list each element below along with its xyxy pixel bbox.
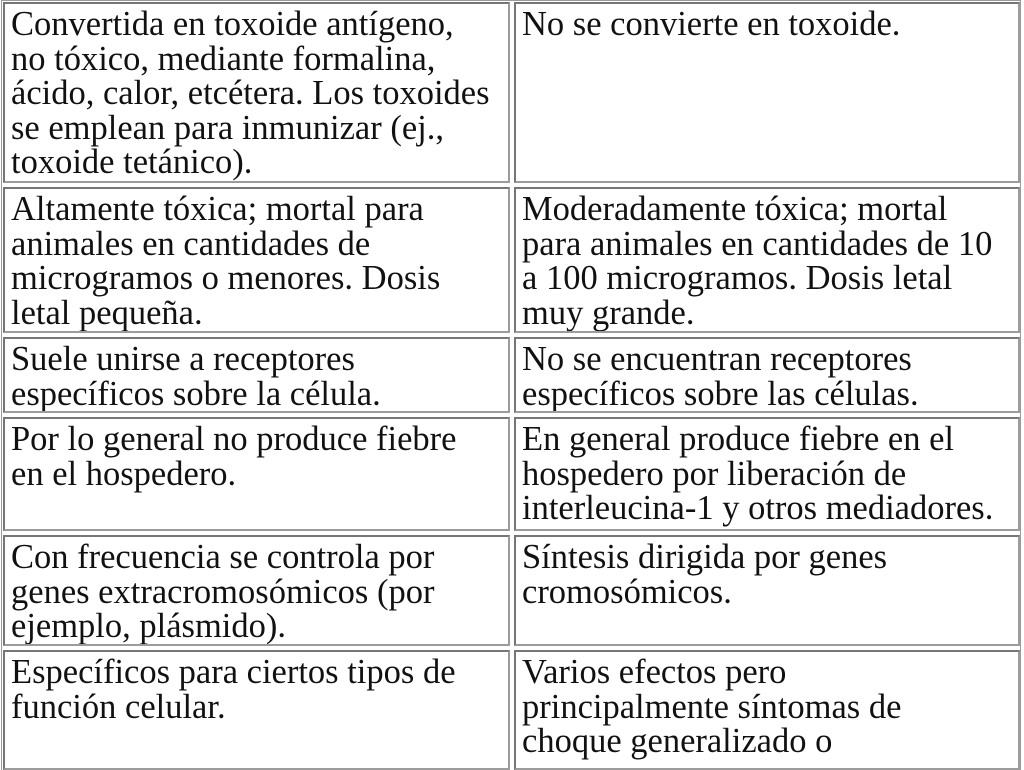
cell-line: cromosómicos. [522, 572, 732, 611]
cell-line: Moderadamente tóxica; mortal [522, 190, 948, 228]
cell-line: en el hospedero. [11, 454, 237, 493]
cell-line: letal pequeña. [11, 293, 203, 332]
cell-line: Con frecuencia se controla por [11, 538, 435, 576]
cell-line: a 100 microgramos. Dosis letal [522, 259, 953, 297]
cell-right-row-2 [514, 187, 1020, 333]
cell-line: Por lo general no produce fiebre [11, 420, 457, 458]
cell-line: función celular. [11, 687, 226, 726]
cell-line: genes extracromosómicos (por [11, 572, 435, 611]
cell-line: toxoide tetánico). [11, 143, 253, 181]
cell-left-row-5 [3, 535, 510, 646]
cell-line: No se convierte en toxoide. [522, 5, 901, 43]
cell-line: se emplean para inmunizar (ej., [11, 108, 444, 147]
cell-line: Suele unirse a receptores [11, 340, 355, 378]
cell-line: específicos sobre las células. [522, 374, 919, 413]
cell-line: ácido, calor, etcétera. Los toxoides [11, 74, 490, 112]
cell-line: ejemplo, plásmido). [11, 607, 286, 645]
cell-line: Convertida en toxoide antígeno, [11, 5, 454, 43]
cell-line: choque generalizado o [522, 722, 833, 760]
cell-line: para animales en cantidades de 10 [522, 224, 993, 263]
cell-line: microgramos o menores. Dosis [11, 259, 441, 297]
cell-right-row-5 [514, 535, 1020, 646]
cell-right-row-3 [514, 337, 1020, 413]
comparison-table [1, 0, 1021, 770]
cell-line: muy grande. [522, 293, 695, 332]
cell-line: animales en cantidades de [11, 224, 371, 263]
cell-right-row-1 [514, 2, 1020, 183]
cell-line: específicos sobre la célula. [11, 374, 381, 413]
cell-line: No se encuentran receptores [522, 340, 912, 378]
cell-left-row-6 [3, 650, 510, 770]
cell-line: principalmente síntomas de [522, 687, 902, 726]
cell-line: Específicos para ciertos tipos de [11, 653, 456, 691]
cell-line: hospedero por liberación de [522, 454, 907, 493]
cell-line: interleucina-1 y otros mediadores. [522, 489, 994, 527]
cell-line: Síntesis dirigida por genes [522, 538, 888, 576]
cell-right-row-6 [514, 650, 1020, 770]
cell-line: En general produce fiebre en el [522, 420, 954, 458]
cell-left-row-4 [3, 417, 510, 531]
cell-right-row-4 [514, 417, 1020, 531]
cell-line: no tóxico, mediante formalina, [11, 39, 436, 78]
cell-left-row-3 [3, 337, 510, 413]
cell-left-row-1 [3, 2, 510, 183]
cell-left-row-2 [3, 187, 510, 333]
cell-line: Varios efectos pero [522, 653, 787, 691]
cell-line: Altamente tóxica; mortal para [11, 190, 424, 228]
